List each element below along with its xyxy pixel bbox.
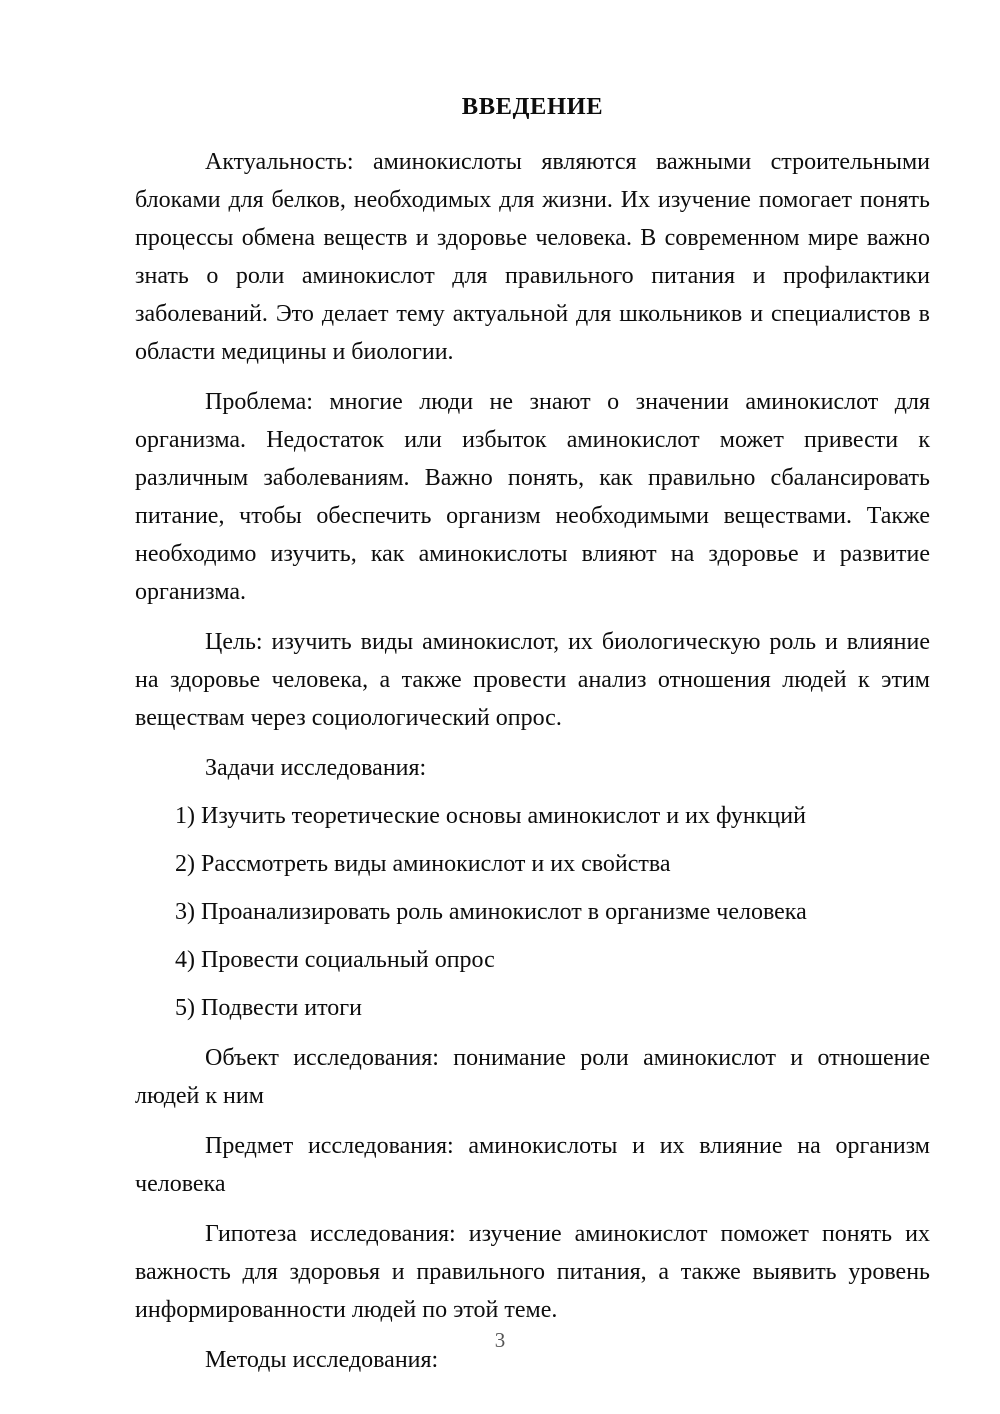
list-item: 5) Подвести итоги bbox=[175, 994, 362, 1021]
page-title: ВВЕДЕНИЕ bbox=[461, 93, 604, 120]
methods-heading: Методы исследования: bbox=[205, 1346, 439, 1373]
paragraph-hypothesis: Гипотеза исследования: изучение аминокислот поможет понять их важность для здоровья и правильного питания, а также выявить уровень информированности людей по этой теме. bbox=[135, 1220, 930, 1323]
paragraph-problem: Проблема: многие люди не знают о значении аминокислот для организма. Недостаток или избыток аминокислот может привести к различным заболеваниям. Важно понять, как правильно сбалансировать питание, чтобы обеспечить организм необходимыми веществами. Также необходимо изучить, как аминокислоты влияют на здоровье и развитие организма. bbox=[135, 388, 930, 605]
list-item: 2) Рассмотреть виды аминокислот и их свойства bbox=[175, 850, 671, 877]
list-item: 3) Проанализировать роль аминокислот в организме человека bbox=[175, 898, 807, 925]
paragraph-object: Объект исследования: понимание роли аминокислот и отношение людей к ним bbox=[135, 1044, 930, 1109]
page-content bbox=[135, 0, 930, 1379]
paragraph-goal: Цель: изучить виды аминокислот, их биологическую роль и влияние на здоровье человека, а также провести анализ отношения людей к этим веществам через социологический опрос. bbox=[135, 628, 930, 731]
paragraph-relevance: Актуальность: аминокислоты являются важными строительными блоками для белков, необходимых для жизни. Их изучение помогает понять процессы обмена веществ и здоровье человека. В современном мире важно знать о роли аминокислот для правильного питания и профилактики заболеваний. Это делает тему актуальной для школьников и специалистов в области медицины и биологии. bbox=[135, 148, 930, 365]
list-item: 4) Провести социальный опрос bbox=[175, 946, 495, 973]
tasks-list bbox=[135, 787, 930, 1027]
page-number: 3 bbox=[494, 1328, 506, 1352]
paragraph-subject: Предмет исследования: аминокислоты и их влияние на организм человека bbox=[135, 1132, 930, 1197]
list-item: 1) Изучить теоретические основы аминокислот и их функций bbox=[175, 802, 806, 829]
tasks-heading: Задачи исследования: bbox=[205, 754, 427, 781]
